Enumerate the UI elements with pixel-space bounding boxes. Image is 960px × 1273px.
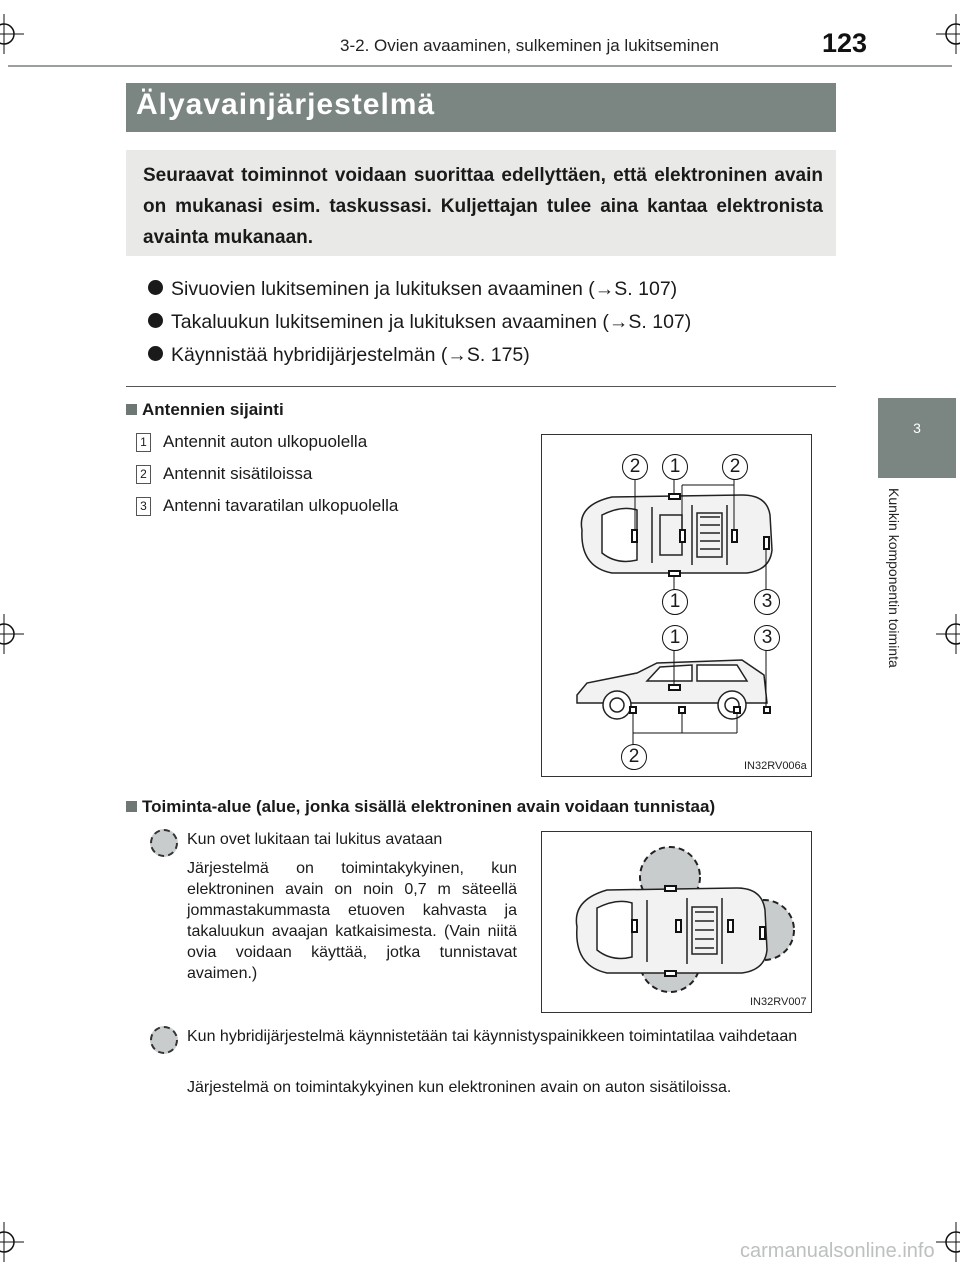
car-range-diagram — [542, 832, 811, 1012]
intro-text: Seuraavat toiminnot voidaan suorittaa edellyttäen, että elektroninen avain on mukanasi esim. taskussasi. Kuljettajan tulee aina kantaa elektronista avainta mukanaan. — [143, 165, 823, 248]
watermark: carmanualsonline.info — [740, 1240, 935, 1262]
section-header: 3-2. Ovien avaaminen, sulkeminen ja lukitseminen — [340, 36, 719, 55]
section-divider — [126, 386, 836, 387]
bullet-item: Käynnistää hybridijärjestelmän (→S. 175) — [148, 344, 530, 367]
antenna-item: 3 Antenni tavaratilan ulkopuolella — [136, 496, 398, 516]
registration-mark-top-right — [936, 14, 960, 54]
chapter-label: Kunkin komponentin toiminta — [886, 488, 902, 668]
zone2-heading: Kun hybridijärjestelmä käynnistetään tai käynnistyspainikkeen toimintatilaa vaihdetaan — [187, 1028, 798, 1045]
registration-mark-bottom-left — [0, 1222, 24, 1262]
zone1-body: Järjestelmä on toimintakykyinen, kun elektroninen avain on noin 0,7 m säteellä jommastakummasta etuoven kahvasta ja takaluukun avaajan katkaisimesta. (Vain niitä ovia voidaan käyttää, jotka tunnistavat avaimen.) — [187, 860, 517, 982]
car-top-view — [581, 495, 772, 573]
antenna-item: 1 Antennit auton ulkopuolella — [136, 432, 367, 452]
antenna-item: 2 Antennit sisätiloissa — [136, 464, 312, 484]
figure-code: IN32RV007 — [750, 996, 807, 1008]
square-bullet-icon — [126, 801, 137, 812]
callout-1: 1 — [662, 454, 688, 480]
range-figure — [541, 831, 812, 1013]
callout-3: 3 — [754, 625, 780, 651]
registration-mark-mid-right — [936, 614, 960, 654]
bullet-dot-icon — [148, 346, 163, 361]
figure-code: IN32RV006a — [744, 760, 807, 772]
zone-circle-icon — [150, 1026, 178, 1054]
callout-2: 2 — [621, 744, 647, 770]
intro-box — [126, 150, 836, 256]
range-section-title: Toiminta-alue (alue, jonka sisällä elektroninen avain voidaan tunnistaa) — [126, 797, 715, 817]
callout-2: 2 — [622, 454, 648, 480]
callout-1: 1 — [662, 589, 688, 615]
callout-1: 1 — [662, 625, 688, 651]
page-title: Älyavainjärjestelmä — [136, 88, 436, 121]
callout-3: 3 — [754, 589, 780, 615]
car-top-view-range — [576, 888, 767, 973]
chapter-tab — [878, 398, 956, 478]
bullet-item: Takaluukun lukitseminen ja lukituksen avaaminen (→S. 107) — [148, 311, 691, 334]
antenna-location-figure — [541, 434, 812, 777]
bullet-item: Sivuovien lukitseminen ja lukituksen avaaminen (→S. 107) — [148, 278, 677, 301]
registration-mark-top-left — [0, 14, 24, 54]
zone2-body: Järjestelmä on toimintakykyinen kun elektroninen avain on auton sisätiloissa. — [187, 1079, 732, 1096]
header-divider — [8, 65, 952, 67]
antenna-section-title: Antennien sijainti — [126, 400, 284, 420]
registration-mark-mid-left — [0, 614, 24, 654]
registration-mark-bottom-right — [936, 1222, 960, 1262]
callout-2: 2 — [722, 454, 748, 480]
page-number: 123 — [822, 28, 868, 58]
square-bullet-icon — [126, 404, 137, 415]
title-bar — [126, 83, 836, 132]
chapter-number: 3 — [913, 420, 921, 436]
bullet-dot-icon — [148, 313, 163, 328]
bullet-dot-icon — [148, 280, 163, 295]
zone-circle-icon — [150, 829, 178, 857]
zone1-heading: Kun ovet lukitaan tai lukitus avataan — [187, 831, 443, 848]
